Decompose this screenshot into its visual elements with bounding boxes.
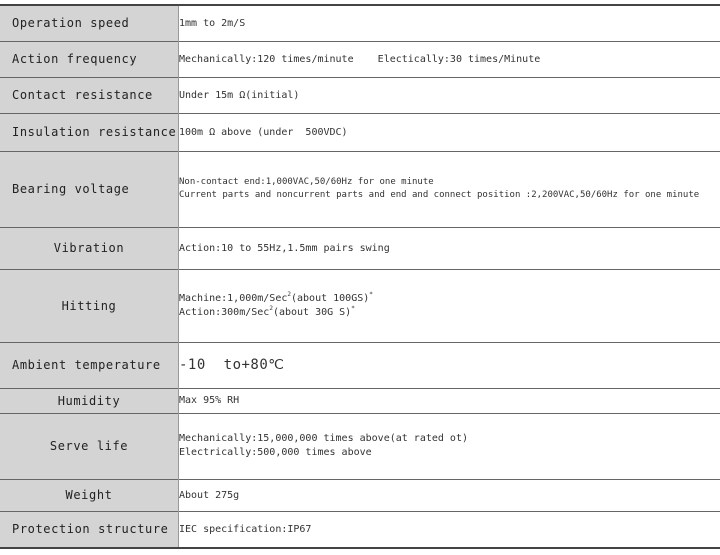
row-label: Contact resistance (0, 77, 179, 113)
row-label: Humidity (0, 388, 179, 413)
value-line-1: Non-contact end:1,000VAC,50/60Hz for one minute (179, 177, 434, 187)
footnote-mark: * (351, 304, 355, 312)
spec-row-humidity (0, 388, 720, 413)
row-value-text: -10 to+80℃ (179, 357, 285, 373)
spec-row-vibration (0, 227, 720, 269)
row-value-text: 100m Ω above (under 500VDC) (179, 126, 348, 138)
spec-row-insulation-resistance (0, 113, 720, 151)
row-label: Insulation resistance (0, 113, 179, 151)
specification-table (0, 4, 720, 549)
value-text: (about 30G S) (272, 306, 352, 318)
value-line-2: Current parts and noncurrent parts and end and connect position :2,200VAC,50/60Hz for one minute (179, 190, 700, 200)
superscript: 2 (269, 304, 273, 312)
row-value: IEC specification:IP67 (179, 511, 720, 548)
footnote-mark: * (369, 290, 373, 298)
row-value: 1mm to 2m/S (179, 17, 246, 29)
row-label: Serve life (0, 413, 179, 479)
row-value (179, 41, 720, 77)
row-label: Vibration (0, 227, 179, 269)
row-value: Action:10 to 55Hz,1.5mm pairs swing (179, 227, 720, 269)
spec-row-operation-speed (0, 5, 720, 41)
spec-row-ambient-temperature (0, 342, 720, 388)
row-label: Protection structure (0, 511, 179, 548)
row-value: Max 95% RH (179, 388, 720, 413)
spec-row-hitting (0, 269, 720, 342)
spec-row-protection-structure (0, 511, 720, 548)
spec-row-action-frequency (0, 41, 720, 77)
row-label: Operation speed (0, 5, 179, 41)
row-label: Action frequency (0, 41, 179, 77)
row-label: Hitting (0, 269, 179, 342)
value-text: Action:300m/Sec (179, 306, 270, 318)
row-value-text: Mechanically:120 times/minute Electically:30 times/Minute (179, 53, 541, 65)
row-label: Weight (0, 479, 179, 511)
row-value (179, 413, 720, 479)
row-value (179, 269, 720, 342)
superscript: 2 (287, 290, 291, 298)
row-label: Bearing voltage (0, 151, 179, 227)
spec-row-bearing-voltage (0, 151, 720, 227)
spec-row-weight (0, 479, 720, 511)
value-text: Machine:1,000m/Sec (179, 292, 288, 304)
spec-row-contact-resistance (0, 77, 720, 113)
row-value (179, 151, 720, 227)
value-line-2: Electrically:500,000 times above (179, 447, 372, 458)
row-value (179, 342, 720, 388)
row-value: Under 15m Ω(initial) (179, 77, 720, 113)
value-line-1: Mechanically:15,000,000 times above(at rated ot) (179, 433, 468, 444)
value-line-2 (179, 306, 720, 320)
value-line-1 (179, 292, 720, 306)
value-text: (about 100GS) (291, 292, 370, 304)
spec-row-serve-life (0, 413, 720, 479)
row-value: About 275g (179, 479, 720, 511)
row-label: Ambient temperature (0, 342, 179, 388)
row-value (179, 113, 720, 151)
